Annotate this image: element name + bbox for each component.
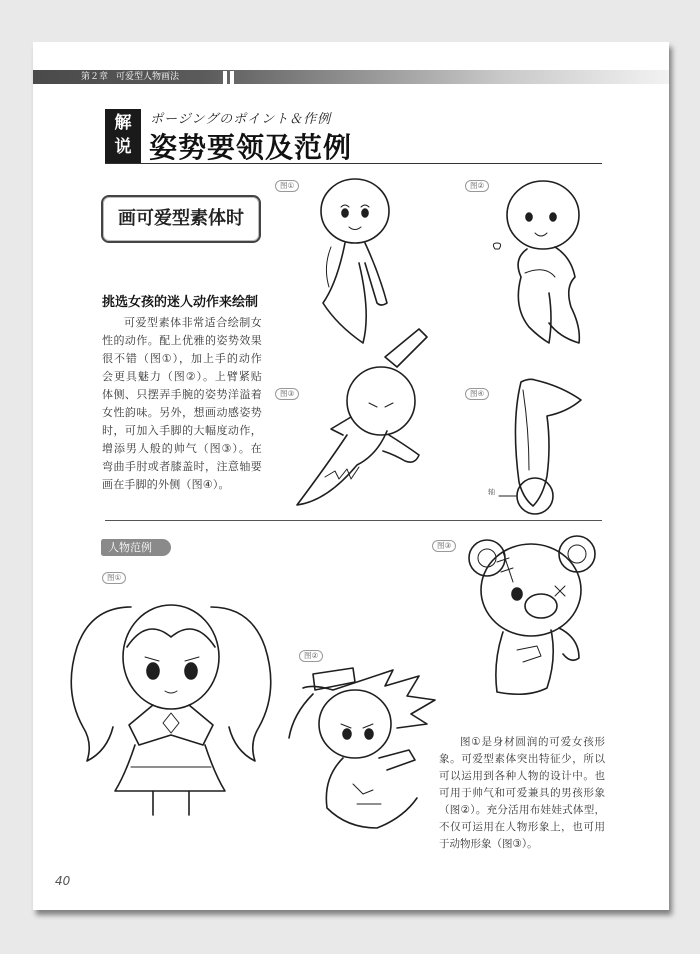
section-heading: 挑选女孩的迷人动作来绘制 bbox=[102, 295, 259, 310]
body-paragraph: 可爱型素体非常适合绘制女性的动作。配上优雅的姿势效果很不错（图①），加上手的动作会更具魅力（图②）。上臂紧贴体侧、只摆弄手腕的姿势洋溢着女性韵味。另外，想画动感姿势时，可加入手脚的大幅度动作，增添男人般的帅气（图③）。在弯曲手肘或者膝盖时，注意轴要画在手脚的外侧（图④）。 bbox=[102, 316, 262, 491]
book-page bbox=[33, 42, 669, 910]
title-divider bbox=[105, 163, 602, 164]
explain-badge-top: 解 bbox=[114, 113, 132, 133]
character-figure-label-2: 图② bbox=[299, 650, 323, 662]
character-sketch-boy bbox=[283, 664, 453, 844]
explain-badge-bottom: 说 bbox=[114, 137, 132, 157]
chapter-number: 第２章 bbox=[81, 72, 109, 82]
character-section-label: 人物范例 bbox=[101, 539, 171, 556]
topic-box: 画可爱型素体时 bbox=[101, 195, 261, 243]
chapter-bar-ticks bbox=[223, 70, 237, 84]
pose-sketch-2 bbox=[481, 177, 601, 367]
pose-sketch-4 bbox=[483, 372, 603, 522]
character-figure-label-3: 图③ bbox=[432, 540, 456, 552]
character-sketch-girl bbox=[61, 587, 281, 817]
pose-sketch-3 bbox=[285, 327, 445, 517]
pose-figure-label-2: 图② bbox=[465, 180, 489, 192]
pose-figure-label-3: 图③ bbox=[275, 388, 299, 400]
page-number: 40 bbox=[55, 874, 71, 888]
explain-badge bbox=[105, 109, 141, 163]
caption-paragraph: 图①是身材圆润的可爱女孩形象。可爱型素体突出特征少，所以可以运用到各种人物的设计中。也可用于帅气和可爱兼具的男孩形象（图②）。充分活用布娃娃式体型，不仅可运用在人物形象上，也可用于动物形象（图③）。 bbox=[439, 736, 605, 850]
pose-figure-label-4: 图④ bbox=[465, 388, 489, 400]
chapter-title: 可爱型人物画法 bbox=[116, 72, 180, 82]
subtitle-japanese: ポージングのポイント＆作例 bbox=[150, 112, 332, 127]
character-sketch-bear bbox=[463, 532, 603, 702]
axis-note: 轴 bbox=[488, 488, 495, 496]
page-title: 姿势要领及范例 bbox=[149, 131, 353, 164]
pose-figure-label-1: 图① bbox=[275, 180, 299, 192]
section-divider bbox=[105, 520, 602, 521]
character-figure-label-1: 图① bbox=[102, 572, 126, 584]
chapter-label bbox=[81, 71, 187, 83]
